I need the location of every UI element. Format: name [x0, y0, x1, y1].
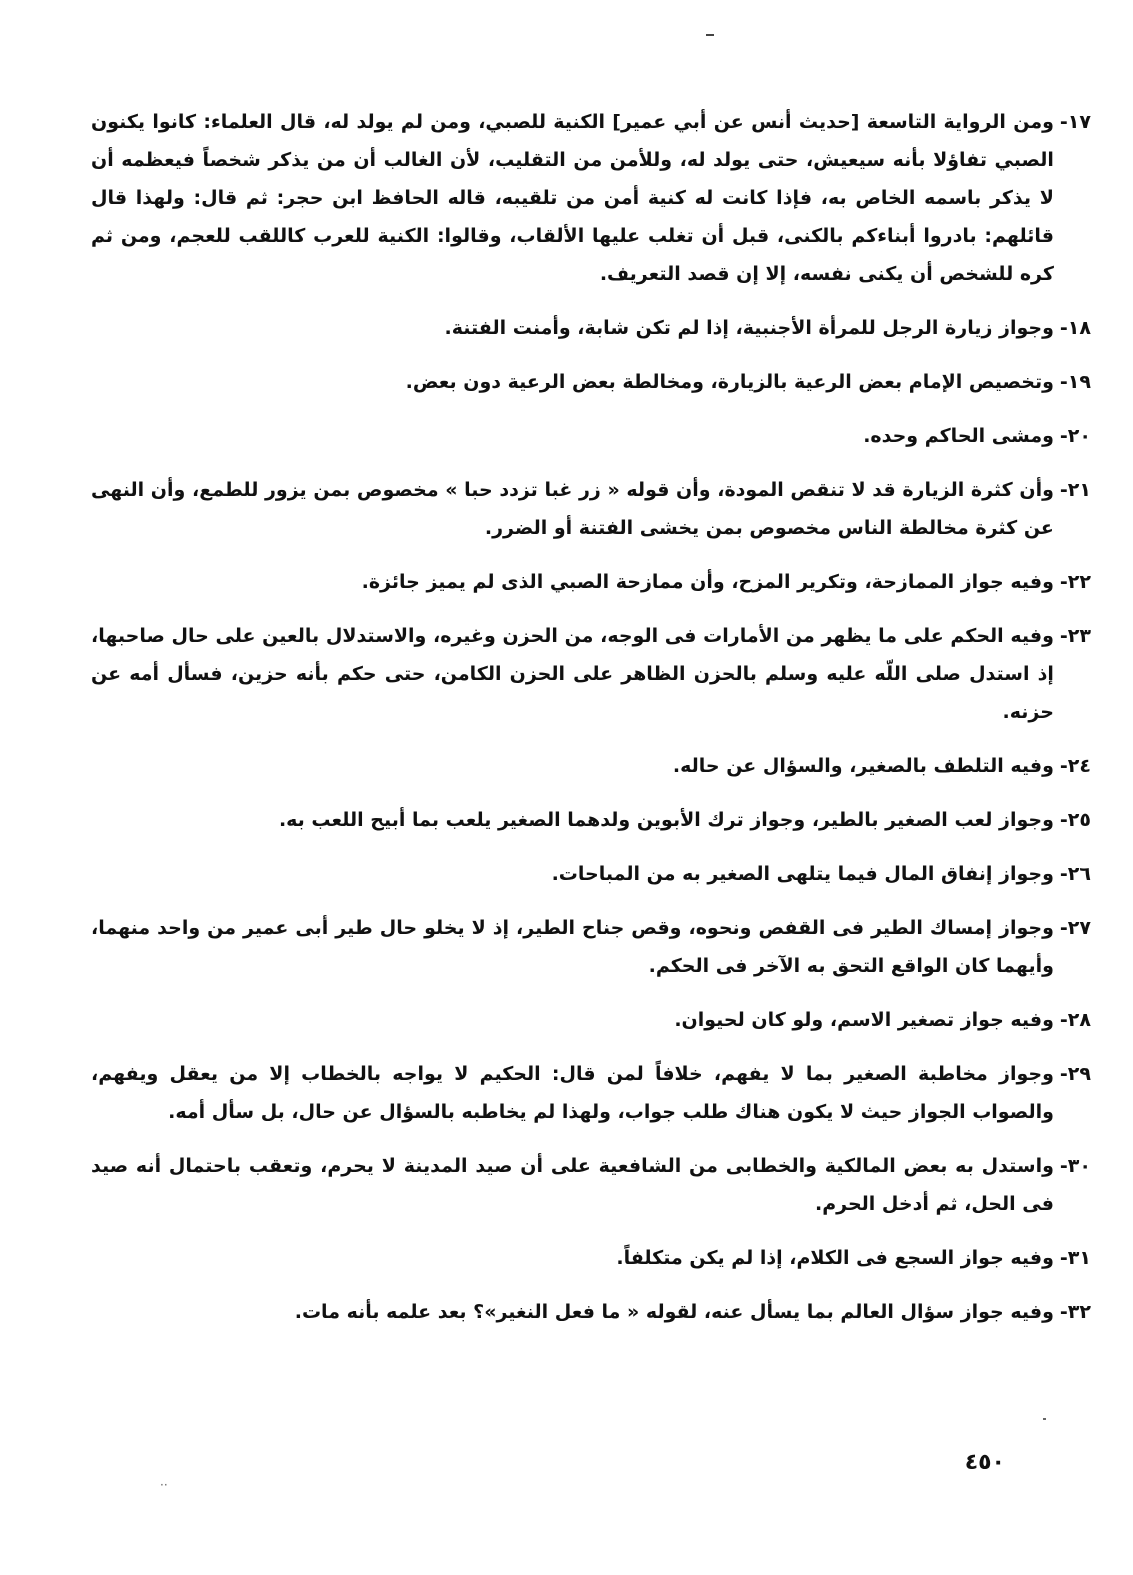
- list-item: [91, 617, 1091, 731]
- numbered-list: [91, 103, 1091, 1347]
- page-number: ٤٥٠: [964, 1450, 1005, 1475]
- item-text: وفيه جواز السجع فى الكلام، إذا لم يكن متكلفاً.: [616, 1247, 1054, 1269]
- item-text: وجواز لعب الصغير بالطير، وجواز ترك الأبوين ولدهما الصغير يلعب بما أبيح اللعب به.: [278, 809, 1054, 831]
- item-number: ١٧-: [1059, 111, 1091, 133]
- item-text: ومشى الحاكم وحده.: [863, 425, 1054, 447]
- list-item: [91, 471, 1091, 547]
- item-number: ٢٤-: [1059, 755, 1091, 777]
- list-item: [91, 417, 1091, 455]
- item-text: وفيه جواز الممازحة، وتكرير المزح، وأن ممازحة الصبي الذى لم يميز جائزة.: [361, 571, 1054, 593]
- item-number: ٣٢-: [1059, 1301, 1091, 1323]
- item-text: وجواز إنفاق المال فيما يتلهى الصغير به من المباحات.: [551, 863, 1054, 885]
- list-item: [91, 1293, 1091, 1331]
- item-number: ٢٥-: [1059, 809, 1091, 831]
- scan-speck: [1043, 1418, 1046, 1420]
- list-item: [91, 103, 1091, 293]
- list-item: [91, 363, 1091, 401]
- item-text: وفيه جواز سؤال العالم بما يسأل عنه، لقوله « ما فعل النغير»؟ بعد علمه بأنه مات.: [294, 1301, 1054, 1323]
- list-item: [91, 1001, 1091, 1039]
- item-number: ٢٧-: [1059, 917, 1091, 939]
- item-number: ٣٠-: [1059, 1155, 1091, 1177]
- item-number: ٢٩-: [1059, 1063, 1091, 1085]
- list-item: [91, 563, 1091, 601]
- list-item: [91, 309, 1091, 347]
- item-number: ٢٣-: [1059, 625, 1091, 647]
- item-text: وفيه الحكم على ما يظهر من الأمارات فى الوجه، من الحزن وغيره، والاستدلال بالعين على حال صاحبها، إذ استدل صلى اللّه عليه وسلم بالحزن الظاهر على الحزن الكامن، حتى حكم بأنه حزين، فسأل أمه عن حزنه.: [91, 625, 1054, 723]
- list-item: [91, 1239, 1091, 1277]
- item-text: ومن الرواية التاسعة [حديث أنس عن أبي عمير] الكنية للصبي، ومن لم يولد له، قال العلماء: كانوا يكنون الصبي تفاؤلا بأنه سيعيش، حتى يولد له، وللأمن من التقليب، لأن الغالب أن من يذكر شخصاً فيعظمه أن لا يذكر باسمه الخاص به، فإذا كانت له كنية أمن من تلقيبه، قاله الحافظ ابن حجر: ثم قال: ولهذا قال قائلهم: بادروا أبناءكم بالكنى، قبل أن تغلب عليها الألقاب، وقالوا: الكنية للعرب كاللقب للعجم، ومن ثم كره للشخص أن يكنى نفسه، إلا إن قصد التعريف.: [91, 111, 1054, 285]
- list-item: [91, 909, 1091, 985]
- item-number: ٢٨-: [1059, 1009, 1091, 1031]
- item-text: وفيه جواز تصغير الاسم، ولو كان لحيوان.: [674, 1009, 1054, 1031]
- item-number: ١٩-: [1059, 371, 1091, 393]
- item-number: ٢٢-: [1059, 571, 1091, 593]
- scan-mark: [706, 34, 714, 36]
- item-number: ١٨-: [1059, 317, 1091, 339]
- scan-speck: ··: [160, 1478, 168, 1492]
- list-item: [91, 1147, 1091, 1223]
- item-number: ٣١-: [1059, 1247, 1091, 1269]
- list-item: [91, 855, 1091, 893]
- item-text: وجواز زيارة الرجل للمرأة الأجنبية، إذا لم تكن شابة، وأمنت الفتنة.: [444, 317, 1054, 339]
- item-text: وجواز إمساك الطير فى القفص ونحوه، وقص جناح الطير، إذ لا يخلو حال طير أبى عمير من واحد منهما، وأيهما كان الواقع التحق به الآخر فى الحكم.: [91, 917, 1054, 977]
- item-text: وتخصيص الإمام بعض الرعية بالزيارة، ومخالطة بعض الرعية دون بعض.: [405, 371, 1054, 393]
- item-number: ٢١-: [1059, 479, 1091, 501]
- list-item: [91, 801, 1091, 839]
- item-text: وجواز مخاطبة الصغير بما لا يفهم، خلافاً لمن قال: الحكيم لا يواجه بالخطاب إلا من يعقل ويفهم، والصواب الجواز حيث لا يكون هناك طلب جواب، ولهذا لم يخاطبه بالسؤال عن حال، بل سأل أمه.: [91, 1063, 1054, 1123]
- item-number: ٢٦-: [1059, 863, 1091, 885]
- item-text: وفيه التلطف بالصغير، والسؤال عن حاله.: [672, 755, 1054, 777]
- item-text: وأن كثرة الزيارة قد لا تنقص المودة، وأن قوله « زر غبا تزدد حبا » مخصوص بمن يزور للطمع، وأن النهى عن كثرة مخالطة الناس مخصوص بمن يخشى الفتنة أو الضرر.: [91, 479, 1054, 539]
- item-text: واستدل به بعض المالكية والخطابى من الشافعية على أن صيد المدينة لا يحرم، وتعقب باحتمال أنه صيد فى الحل، ثم أدخل الحرم.: [91, 1155, 1054, 1215]
- list-item: [91, 1055, 1091, 1131]
- list-item: [91, 747, 1091, 785]
- item-number: ٢٠-: [1059, 425, 1091, 447]
